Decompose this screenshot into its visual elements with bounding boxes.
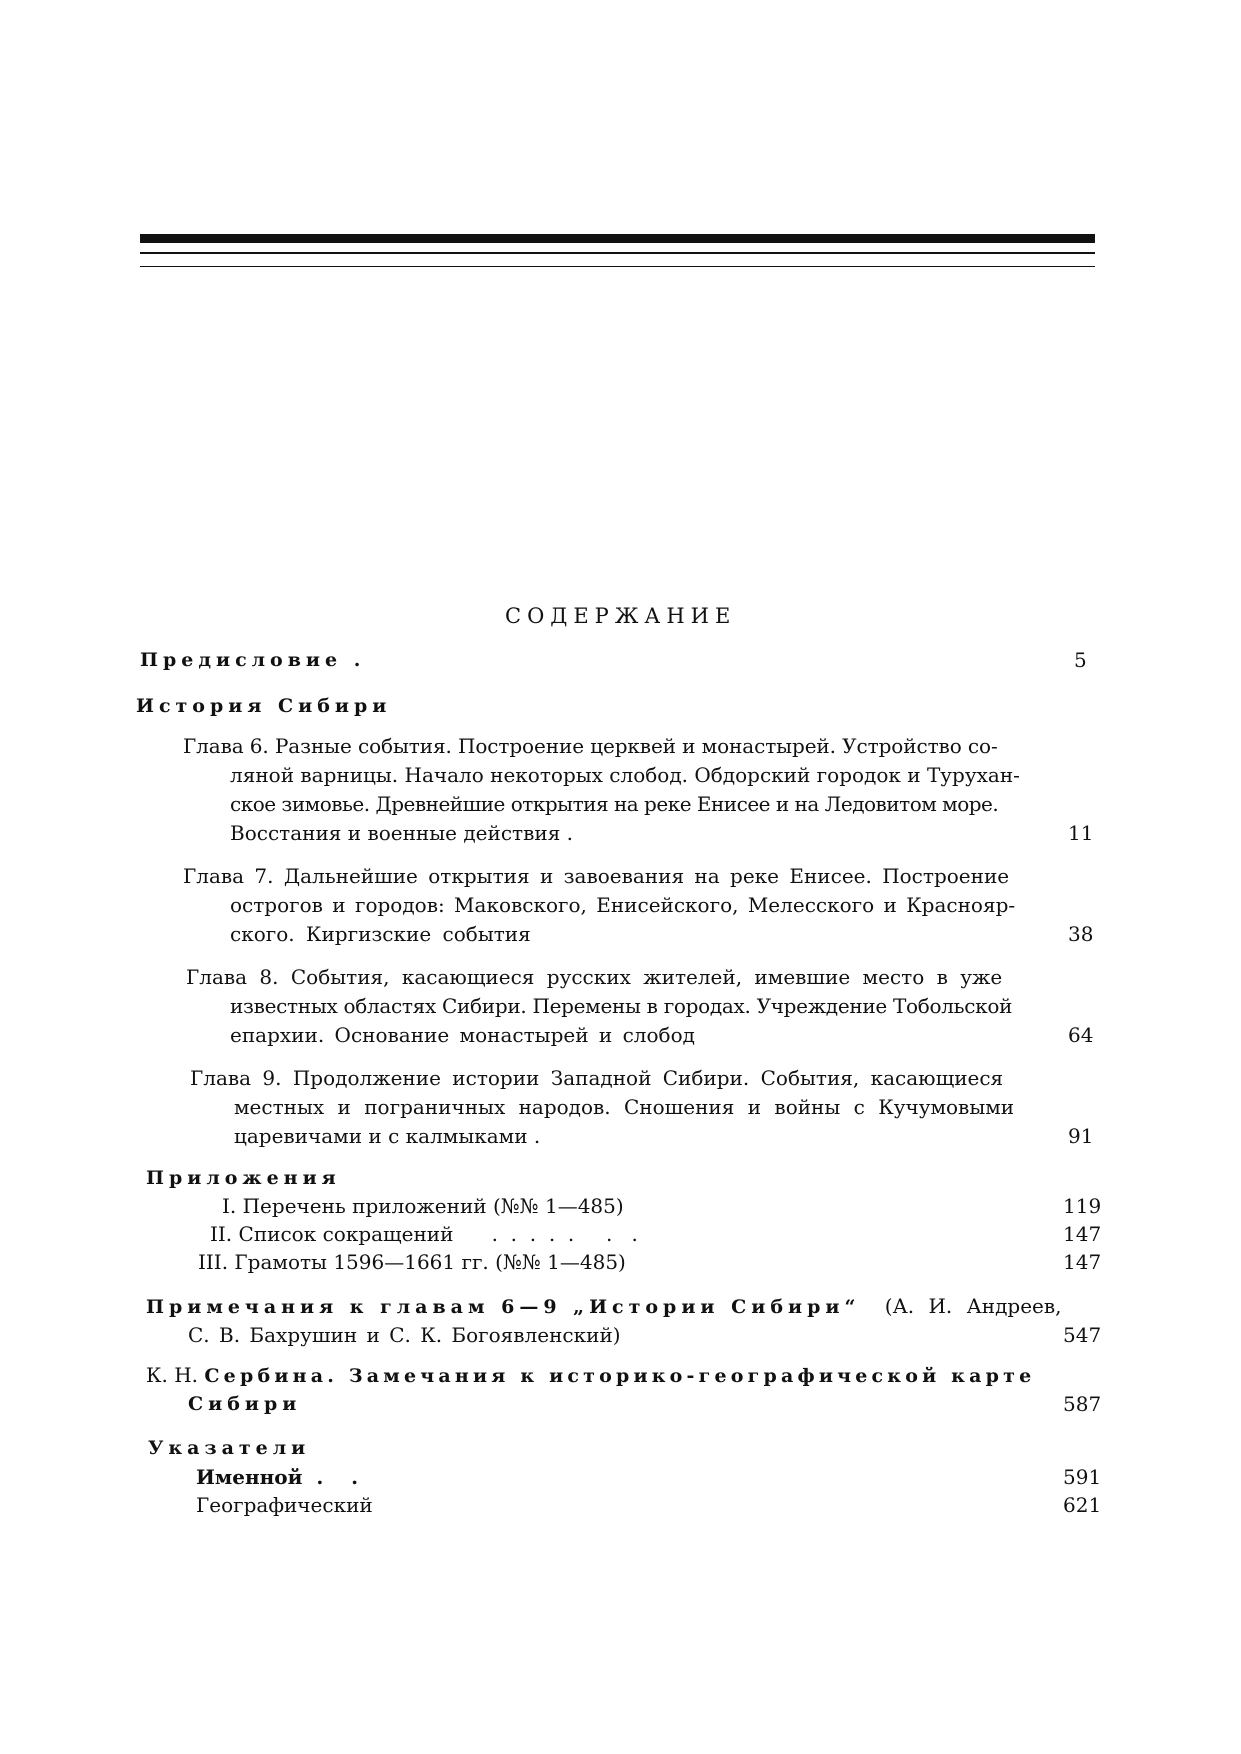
chapter-7-line-2: острогов и городов: Маковского, Енисейского, Мелесского и Краснояр- xyxy=(230,893,1016,917)
preface-page: 5 xyxy=(1074,648,1087,672)
preface-dots: . xyxy=(353,649,366,671)
chapter-9-line-2: местных и пограничных народов. Сношения и войны с Кучумовыми xyxy=(234,1095,1015,1119)
chapter-6-line-4: Восстания и военные действия . xyxy=(230,821,574,845)
appendix-item-2-page: 147 xyxy=(1063,1222,1102,1246)
preface-label: Предисловие xyxy=(140,649,343,671)
index-item-names: Именной . . xyxy=(196,1465,359,1489)
chapter-8-line-3: епархии. Основание монастырей и слобод xyxy=(230,1023,695,1047)
serbina-line-1 xyxy=(146,1363,1035,1388)
chapter-8-page: 64 xyxy=(1068,1023,1094,1047)
notes-line-2: С. В. Бахрушин и С. К. Богоявленский) xyxy=(188,1323,621,1347)
chapter-9-line-1: Глава 9. Продолжение истории Западной Сибири. События, касающиеся xyxy=(190,1066,1004,1090)
serbina-title: Сербина. Замечания к историко-географической карте xyxy=(204,1365,1036,1387)
index-item-geographic: Географический xyxy=(196,1493,373,1517)
toc-title: СОДЕРЖАНИЕ xyxy=(505,604,737,628)
notes-page: 547 xyxy=(1063,1323,1102,1347)
chapter-6-page: 11 xyxy=(1068,821,1094,845)
chapter-6-line-3: ское зимовье. Древнейшие открытия на реке Енисее и на Ледовитом море. xyxy=(230,792,999,816)
chapter-7-page: 38 xyxy=(1068,922,1094,946)
chapter-6-line-1: Глава 6. Разные события. Построение церквей и монастырей. Устройство со- xyxy=(183,734,998,758)
index-item-names-page: 591 xyxy=(1063,1465,1102,1489)
serbina-page: 587 xyxy=(1063,1392,1102,1416)
appendix-item-1: I. Перечень приложений (№№ 1—485) xyxy=(222,1194,624,1218)
appendices-section-header: Приложения xyxy=(146,1167,341,1189)
serbina-author-initials: К. Н. xyxy=(146,1363,198,1387)
appendix-item-3: III. Грамоты 1596—1661 гг. (№№ 1—485) xyxy=(198,1250,626,1274)
appendix-item-1-page: 119 xyxy=(1063,1194,1102,1218)
appendix-item-2: II. Список сокращений . . . . . . . xyxy=(210,1222,638,1246)
chapter-6-line-2: ляной варницы. Начало некоторых слобод. Обдорский городок и Турухан- xyxy=(230,763,1020,787)
notes-line-1 xyxy=(146,1294,1061,1319)
toc-entry-preface xyxy=(140,648,365,672)
chapter-8-line-1: Глава 8. События, касающиеся русских жителей, имевшие место в уже xyxy=(186,965,1003,989)
appendix-item-3-page: 147 xyxy=(1063,1250,1102,1274)
history-section-header: История Сибири xyxy=(136,695,392,717)
notes-authors-start: (А. И. Андреев, xyxy=(884,1294,1062,1318)
chapter-7-line-3: ского. Киргизские события xyxy=(230,922,531,946)
index-item-geographic-page: 621 xyxy=(1063,1493,1102,1517)
chapter-8-line-2: известных областях Сибири. Перемены в городах. Учреждение Тобольской xyxy=(230,994,1013,1018)
chapter-9-page: 91 xyxy=(1068,1124,1094,1148)
chapter-9-line-3: царевичами и с калмыками . xyxy=(234,1124,541,1148)
chapter-7-line-1: Глава 7. Дальнейшие открытия и завоевания на реке Енисее. Построение xyxy=(183,864,1010,888)
notes-title: Примечания к главам 6—9 „Истории Сибири“ xyxy=(146,1296,861,1318)
indexes-section-header: Указатели xyxy=(148,1437,311,1459)
serbina-line-2: Сибири xyxy=(188,1393,302,1415)
